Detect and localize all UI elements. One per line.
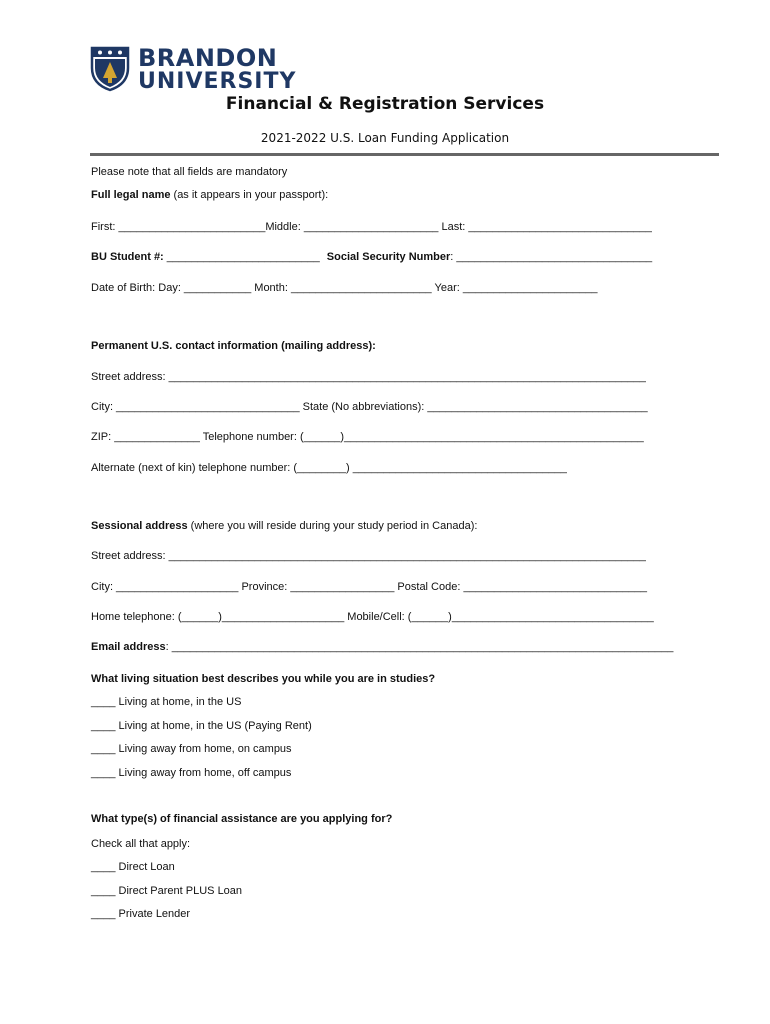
ssn-field[interactable]: : ________________________________ [450,251,653,263]
living-option-2[interactable]: ____ Living at home, in the US (Paying Rent) [91,720,312,732]
email-line [91,641,673,654]
email-field[interactable]: : __________________________________________________________________________________ [165,641,674,653]
logo-wordmark [138,43,297,94]
sessional-address-heading [91,520,477,533]
ssn-label: Social Security Number [326,251,451,263]
student-ssn-line [91,251,652,264]
university-logo [90,43,297,94]
email-label: Email address [91,641,166,653]
living-option-4[interactable]: ____ Living away from home, off campus [91,767,292,779]
living-option-1[interactable]: ____ Living at home, in the US [91,696,242,708]
header-divider [90,153,719,156]
sessional-label: Sessional address [91,520,188,532]
assistance-option-parent-plus[interactable]: ____ Direct Parent PLUS Loan [91,885,243,897]
alternate-phone-line[interactable]: Alternate (next of kin) telephone number: (________) ___________________________________ [91,462,567,474]
permanent-city-state-line[interactable]: City: ______________________________ State (No abbreviations): ____________________________________ [91,401,648,413]
sessional-street-line[interactable]: Street address: ______________________________________________________________________________ [91,550,646,562]
sessional-city-line[interactable]: City: ____________________ Province: _________________ Postal Code: ______________________________ [91,581,647,593]
logo-line-university: UNIVERSITY [138,68,297,94]
page-subtitle: 2021-2022 U.S. Loan Funding Application [260,131,510,145]
shield-crest-icon [90,46,130,92]
permanent-zip-phone-line[interactable]: ZIP: ______________ Telephone number: (______)_________________________________________________ [91,431,644,443]
assistance-question: What type(s) of financial assistance are you applying for? [91,813,393,825]
legal-name-label: Full legal name [91,189,171,201]
name-fields-line[interactable]: First: ________________________Middle: ______________________ Last: ______________________________ [91,221,652,233]
bu-student-field[interactable]: _________________________ [163,251,320,263]
permanent-address-heading: Permanent U.S. contact information (mailing address): [91,340,376,352]
mandatory-note: Please note that all fields are mandatory [91,166,288,178]
page-title: Financial & Registration Services [225,94,545,114]
dob-line[interactable]: Date of Birth: Day: ___________ Month: _______________________ Year: ______________________ [91,282,598,294]
assistance-option-private-lender[interactable]: ____ Private Lender [91,908,191,920]
legal-name-heading [91,189,328,202]
bu-student-label: BU Student #: [91,251,164,263]
permanent-street-line[interactable]: Street address: ______________________________________________________________________________ [91,371,646,383]
sessional-hint: (where you will reside during your study period in Canada): [187,520,478,532]
assistance-option-direct-loan[interactable]: ____ Direct Loan [91,861,175,873]
sessional-phone-line[interactable]: Home telephone: (______)____________________ Mobile/Cell: (______)_________________________________ [91,611,654,623]
living-situation-question: What living situation best describes you while you are in studies? [91,673,436,685]
legal-name-hint: (as it appears in your passport): [170,189,329,201]
logo-line-brandon: BRANDON [138,43,278,72]
check-all-note: Check all that apply: [91,838,191,850]
living-option-3[interactable]: ____ Living away from home, on campus [91,743,292,755]
